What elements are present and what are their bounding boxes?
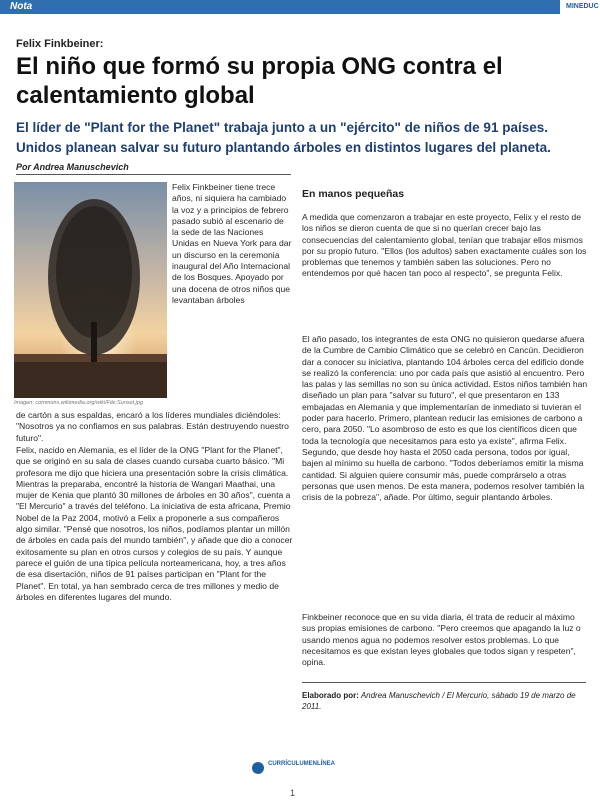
divider bbox=[16, 174, 291, 175]
right-paragraph-1: A medida que comenzaron a trabajar en este proyecto, Felix y el resto de los niños se dieron cuenta de que si no querían crecer bajo las consecuencias del calentamiento global, tenían que trabajar ellos mismos por su propio futuro. "Ellos (los adultos) saben exactamente cuáles son los problemas que tenemos y también saben las soluciones. Pero no entendemos por qué hacen tan poco al respecto", se pregunta Felix. bbox=[302, 212, 587, 279]
kicker-author: Felix Finkbeiner: bbox=[16, 38, 104, 50]
credit-label: Elaborado por: bbox=[302, 691, 359, 700]
section-label: Nota bbox=[10, 1, 33, 12]
section-banner bbox=[0, 0, 560, 14]
left-body-paragraph: Felix, nacido en Alemania, es el líder de la ONG "Plant for the Planet", que se originó en su sala de clases cuando cursaba cuarto básico. "Mi profesora me dijo que hiciera una presentación sobre la crisis climática. Mientras la preparaba, encontré la historia de Wangari Maathai, una mujer de Kenia que plantó 30 millones de árboles en 30 años", cuenta a "El Mercurio" a través del teléfono. La iniciativa de esta africana, Premio Nobel de la Paz 2004, motivó a Felix a proponerle a sus compañeros algo similar. "Pensé que nosotros, los niños, podíamos plantar un millón de árboles en cada país del mundo también", y añade que dio a conocer exitosamente su plan en otros cursos y colegios de su país. Y aunque parece el guión de una típica película norteamericana, hoy, a tres años de esa disertación, niños de 91 países participan en "Plant for the Planet". En total, ya han sembrado cerca de tres millones y medio de árboles en diferentes lugares del mundo. bbox=[16, 445, 293, 602]
article-subtitle: El líder de "Plant for the Planet" trabaja junto a un "ejército" de niños de 91 países. Unidos planean salvar su futuro plantando árboles en distintos lugares del planeta. bbox=[16, 120, 551, 155]
section-heading: En manos pequeñas bbox=[302, 188, 405, 200]
image-caption: Imagen: commons.wikimedia.org/wiki/File:Sunset.jpg bbox=[14, 400, 143, 406]
brand-label: MINEDUC bbox=[566, 3, 599, 10]
credit-text: Andrea Manuschevich / El Mercurio, sábado 19 de marzo de 2011. bbox=[302, 691, 576, 711]
intro-narrow-paragraph: Felix Finkbeiner tiene trece años, ni siquiera ha cambiado la voz y a principios de febrero pasado subió al escenario de la sede de las Naciones Unidas en Nueva York para dar un discurso en la ceremonia inaugural del Año Internacional de los Bosques. Apoyado por una docena de otros niños que levantaban árboles bbox=[172, 182, 292, 305]
page-number: 1 bbox=[290, 788, 296, 798]
article-title: El niño que formó su propia ONG contra el calentamiento global bbox=[16, 53, 503, 109]
tree-sunset-photo bbox=[14, 182, 167, 398]
top-bar bbox=[0, 0, 600, 14]
divider bbox=[302, 682, 586, 683]
logo-text: CURRÍCULUMENLÍNEA bbox=[268, 761, 335, 767]
curriculum-logo bbox=[252, 760, 342, 776]
right-paragraph-2: El año pasado, los integrantes de esta ONG no quisieron quedarse afuera de la Cumbre de Cambio Climático que se celebró en Cancún. Decidieron dar a conocer su iniciativa, plantando 104 árboles cerca del edificio donde se realizó la conferencia: uno por cada país que asistió al encuentro. Pero las palas y las semillas no son su única actividad. Estos niños también han diseñado un plan para "salvar su futuro", el que presentaron en 133 embajadas en Alemania y que implementarían de inmediato si tuvieran el poder para hacerlo. Primero, plantean reducir las emisiones de carbono a cero, para 2050. "Lo asombroso de esto es que los científicos dicen que toda la tecnología que necesitamos para esto ya existe", afirma Felix. Segundo, que desde hoy hasta el 2050 cada persona, todos por igual, bajen al mínimo su huella de carbono. "Todos deberíamos emitir la misma cantidad. Si alguien quiere consumir más, puede comprárselo a otras personas que usen menos. De esta manera, podemos resolver también la crisis de la pobreza", añade. Por último, seguir plantando árboles. bbox=[302, 334, 588, 503]
intro-full-paragraph: de cartón a sus espaldas, encaró a los líderes mundiales diciéndoles: "Nosotros ya no confiamos en sus palabras. Están destruyendo nuestro futuro". bbox=[16, 410, 289, 443]
credit-line bbox=[302, 690, 588, 712]
right-paragraph-3: Finkbeiner reconoce que en su vida diaria, él trata de reducir al máximo sus propias emisiones de carbono. "Pero creemos que apagando la luz o usando menos agua no podemos resolver estos problemas. Lo que necesitamos es que existan leyes globales que todos sigan y respeten", opina. bbox=[302, 612, 581, 668]
logo-icon bbox=[252, 762, 264, 774]
byline: Por Andrea Manuschevich bbox=[16, 162, 129, 172]
